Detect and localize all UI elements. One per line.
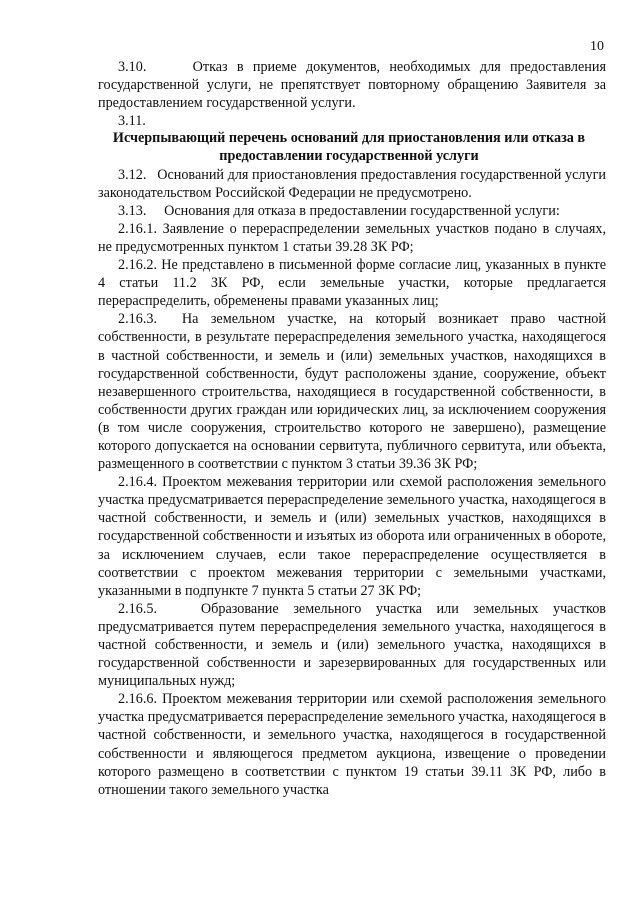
clause-number: 3.13.	[118, 202, 147, 219]
paragraph-2-16-2	[98, 256, 606, 310]
clause-text: На земельном участке, на который возникает право частной собственности, в результате перераспределения земельного участка, находящегося в частной собственности, и земель и (или) земельных участков, находящихся в государственной собственности, будут расположены здание, сооружение, объект незавершенного строительства, находящиеся в государственной собственности, в собственности других граждан или юридических лиц, за исключением сооружения (в том числе сооружения, строительство которого не завершено), размещение которого допускается на основании сервитута, публичного сервитута, или объекта, размещенного в соответствии с пунктом 3 статьи 39.36 ЗК РФ;	[98, 311, 606, 473]
clause-text: Проектом межевания территории или схемой расположения земельного участка предусматривается перераспределение земельного участка, находящегося в частной собственности, и земельного участка, находящегося в государственной собственности и являющегося предметом аукциона, извещение о проведении которого размещено в соответствии с пунктом 19 статьи 39.11 ЗК РФ, либо в отношении такого земельного участка	[98, 691, 606, 798]
paragraph-3-10	[98, 58, 606, 112]
top-spacer	[98, 36, 606, 58]
clause-number: 2.16.5.	[118, 600, 158, 617]
clause-text: Заявление о перераспределении земельных участков подано в случаях, не предусмотренных пунктом 1 статьи 39.28 ЗК РФ;	[98, 220, 606, 255]
clause-number: 2.16.3.	[118, 311, 158, 328]
section-heading: Исчерпывающий перечень оснований для приостановления или отказа в предоставлении государственной услуги	[112, 130, 586, 164]
paragraph-2-16-3	[98, 310, 606, 473]
clause-number: 2.16.6.	[118, 691, 158, 708]
paragraph-2-16-4	[98, 473, 606, 600]
paragraph-2-16-1	[98, 220, 606, 256]
clause-number: 2.16.1.	[118, 220, 158, 237]
clause-number: 2.16.4.	[118, 474, 158, 491]
paragraph-3-12	[98, 166, 606, 202]
clause-text: Образование земельного участка или земельных участков предусматривается путем перераспределения земельного участка, находящегося в частной собственности, и земель и (или) земельного участка, находящихся в государственной собственности и зарезервированных для государственных или муниципальных нужд;	[98, 600, 607, 690]
clause-text: Не представлено в письменной форме согласие лиц, указанных в пункте 4 статьи 11.2 ЗК РФ, если земельные участки, которые предлагается перераспределить, обременены правами указанных лиц;	[98, 257, 606, 310]
paragraph-3-13	[98, 202, 606, 220]
paragraph-2-16-5	[98, 600, 606, 690]
clause-number: 3.12.	[118, 166, 147, 183]
page-number: 10	[590, 39, 604, 54]
clause-number: 2.16.2.	[118, 257, 158, 274]
paragraph-3-11	[98, 112, 606, 130]
clause-text: Проектом межевания территории или схемой расположения земельного участка предусматривается перераспределение земельного участка, находящегося в частной собственности, и земель и (или) земельных участков, находящихся в государственной собственности и изъятых из оборота или ограниченных в обороте, за исключением случаев, если такое перераспределение осуществляется в соответствии с проектом межевания территории с земельными участками, указанными в подпункте 7 пункта 5 статьи 27 ЗК РФ;	[98, 474, 606, 599]
clause-number: 3.10.	[118, 59, 147, 75]
clause-text: Основания для отказа в предоставлении государственной услуги:	[164, 202, 560, 219]
paragraph-2-16-6	[98, 690, 606, 799]
clause-text: Оснований для приостановления предоставления государственной услуги законодательством Российской Федерации не предусмотрено.	[98, 166, 606, 201]
clause-text: Отказ в приеме документов, необходимых для предоставления государственной услуги, не препятствует повторному обращению Заявителя за предоставлением государственной услуги.	[98, 59, 606, 112]
clause-number: 3.11.	[118, 113, 146, 130]
